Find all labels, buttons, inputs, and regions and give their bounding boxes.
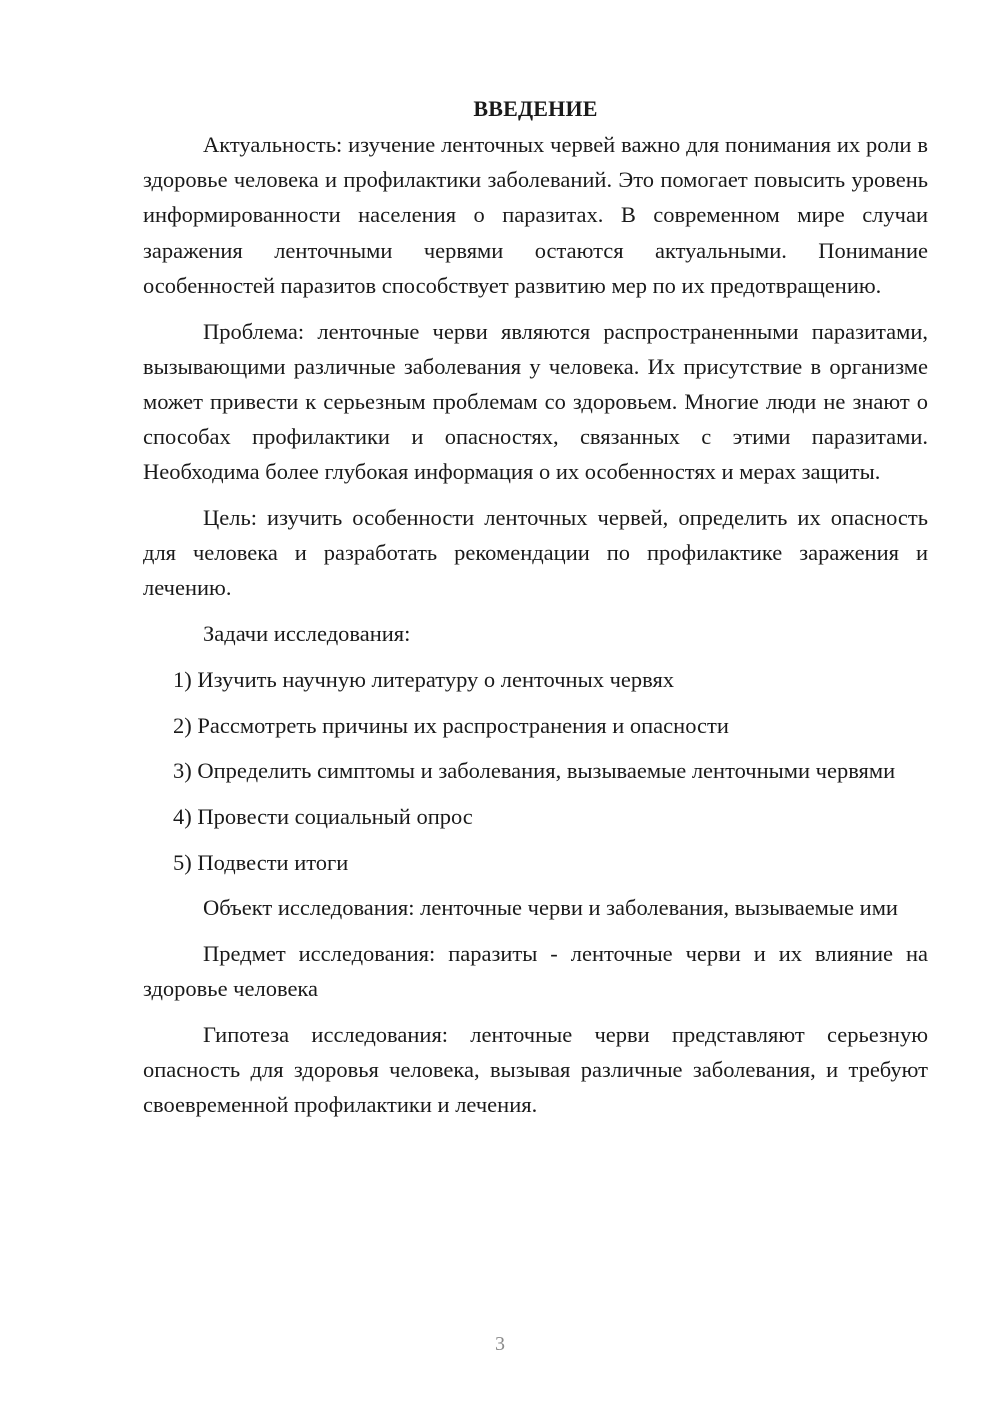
goal-paragraph: Цель: изучить особенности ленточных червей, определить их опасность для человека и разработать рекомендации по профилактике заражения и лечению.	[143, 505, 928, 601]
page-number: 3	[495, 1333, 505, 1355]
task-item-3: 3) Определить симптомы и заболевания, вызываемые ленточными червями	[173, 758, 896, 784]
section-heading: ВВЕДЕНИЕ	[473, 96, 598, 121]
problem-paragraph: Проблема: ленточные черви являются распространенными паразитами, вызывающими различные заболевания у человека. Их присутствие в организме может привести к серьезным проблемам со здоровьем. Многие люди не знают о способах профилактики и опасностях, связанных с этими паразитами. Необходима более глубокая информация о их особенностях и мерах защиты.	[143, 318, 928, 485]
task-item-2: 2) Рассмотреть причины их распространения и опасности	[173, 712, 729, 738]
task-item-1: 1) Изучить научную литературу о ленточных червях	[173, 666, 675, 692]
relevance-paragraph: Актуальность: изучение ленточных червей важно для понимания их роли в здоровье человека и профилактики заболеваний. Это помогает повысить уровень информированности населения о паразитах. В современном мире случаи заражения ленточными червями остаются актуальными. Понимание особенностей паразитов способствует развитию мер по их предотвращению.	[143, 132, 928, 298]
hypothesis-paragraph: Гипотеза исследования: ленточные черви представляют серьезную опасность для здоровья человека, вызывая различные заболевания, и требуют своевременной профилактики и лечения.	[143, 1021, 928, 1118]
task-item-5: 5) Подвести итоги	[173, 849, 349, 875]
document-page	[143, 92, 928, 1123]
task-item-4: 4) Провести социальный опрос	[173, 803, 473, 829]
tasks-title: Задачи исследования:	[203, 621, 411, 647]
object-paragraph: Объект исследования: ленточные черви и заболевания, вызываемые ими	[203, 895, 898, 921]
subject-paragraph: Предмет исследования: паразиты - ленточные черви и их влияние на здоровье человека	[143, 941, 928, 1002]
